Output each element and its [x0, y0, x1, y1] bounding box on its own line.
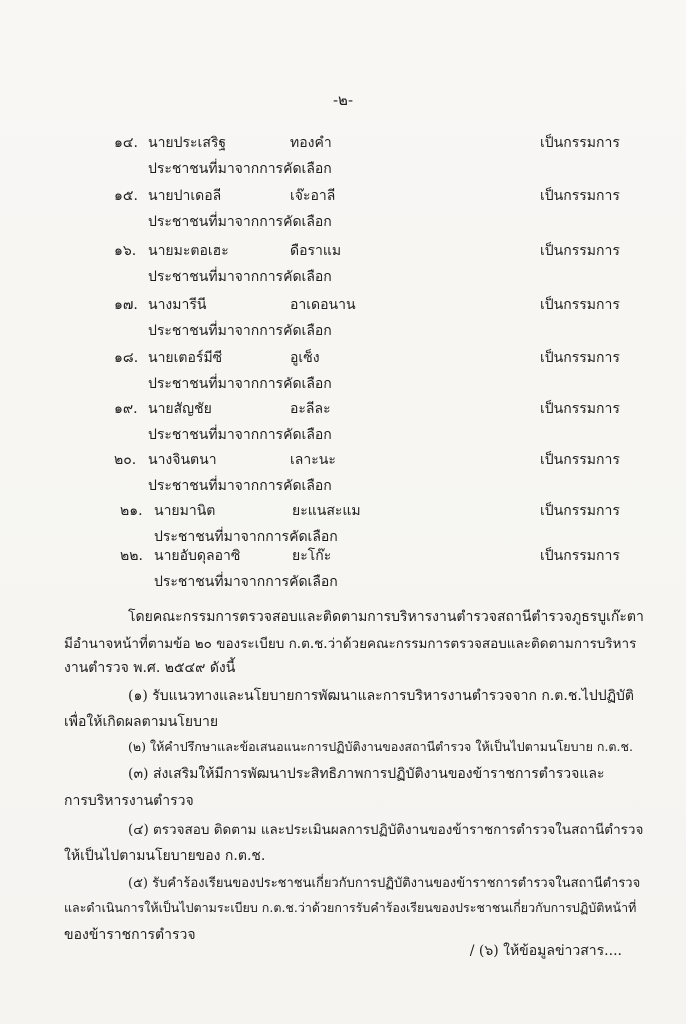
duty-4: (๔) ตรวจสอบ ติดตาม และประเมินผลการปฏิบัติงานของข้าราชการตำรวจในสถานีตำรวจ [128, 822, 644, 838]
member-number: ๑๔. [114, 135, 138, 151]
duty-3-cont: การบริหารงานตำรวจ [64, 793, 194, 809]
member-last-name: ยะโก๊ะ [292, 548, 332, 564]
page-number: -๒- [332, 91, 354, 109]
duty-1: (๑) รับแนวทางและนโยบายการพัฒนาและการบริหารงานตำรวจจาก ก.ต.ช.ไปปฏิบัติ [128, 688, 634, 704]
member-number: ๑๕. [114, 188, 138, 204]
member-entry [0, 240, 686, 292]
duty-5-cont: ของข้าราชการตำรวจ [64, 927, 196, 943]
member-number: ๒๑. [120, 503, 143, 519]
member-source: ประชาชนที่มาจากการคัดเลือก [148, 427, 332, 443]
intro-line: โดยคณะกรรมการตรวจสอบและติดตามการบริหารงานตำรวจสถานีตำรวจภูธรบูเก๊ะตา [128, 609, 644, 625]
member-role: เป็นกรรมการ [540, 503, 620, 519]
member-role: เป็นกรรมการ [540, 350, 620, 366]
member-number: ๑๖. [114, 243, 137, 259]
member-last-name: อูเซ็ง [290, 350, 320, 366]
duty-4-cont: ให้เป็นไปตามนโยบายของ ก.ต.ช. [64, 848, 266, 864]
intro-line: มีอำนาจหน้าที่ตามข้อ ๒๐ ของระเบียบ ก.ต.ช.ว่าด้วยคณะกรรมการตรวจสอบและติดตามการบริหาร [64, 636, 637, 652]
member-entry [0, 449, 686, 501]
duty-5-cont: และดำเนินการให้เป็นไปตามระเบียบ ก.ต.ช.ว่าด้วยการรับคำร้องเรียนของประชาชนเกี่ยวกับการปฏิบัติหน้าที่ [64, 900, 637, 915]
member-entry [0, 347, 686, 399]
duty-5: (๕) รับคำร้องเรียนของประชาชนเกี่ยวกับการปฏิบัติงานของข้าราชการตำรวจในสถานีตำรวจ [128, 876, 641, 891]
member-first-name: นายปาเดอลี [148, 188, 222, 204]
member-first-name: นายมานิต [154, 503, 216, 519]
member-first-name: นางจินตนา [148, 452, 217, 468]
member-role: เป็นกรรมการ [540, 548, 620, 564]
member-last-name: เจ๊ะอาลี [290, 188, 336, 204]
member-last-name: อาเดอนาน [290, 297, 356, 313]
member-source: ประชาชนที่มาจากการคัดเลือก [148, 214, 332, 230]
member-source: ประชาชนที่มาจากการคัดเลือก [148, 269, 332, 285]
member-first-name: นายเตอร์มีซี [148, 350, 223, 366]
member-number: ๑๗. [114, 297, 138, 313]
member-role: เป็นกรรมการ [540, 188, 620, 204]
member-source: ประชาชนที่มาจากการคัดเลือก [148, 478, 332, 494]
member-entry [0, 545, 686, 597]
member-first-name: นายมะตอเฮะ [148, 243, 229, 259]
member-last-name: อะลีละ [290, 401, 331, 417]
member-number: ๒๒. [120, 548, 143, 564]
member-role: เป็นกรรมการ [540, 297, 620, 313]
member-role: เป็นกรรมการ [540, 401, 620, 417]
member-last-name: ทองคำ [290, 135, 332, 151]
duty-1-cont: เพื่อให้เกิดผลตามนโยบาย [64, 714, 219, 730]
member-first-name: นางมารีนี [148, 297, 207, 313]
member-source: ประชาชนที่มาจากการคัดเลือก [154, 574, 338, 590]
member-first-name: นายสัญชัย [148, 401, 212, 417]
member-source: ประชาชนที่มาจากการคัดเลือก [148, 323, 332, 339]
member-role: เป็นกรรมการ [540, 452, 620, 468]
member-entry [0, 185, 686, 237]
member-first-name: นายประเสริฐ [148, 135, 227, 151]
member-last-name: ดือราแม [290, 243, 342, 259]
member-last-name: เลาะนะ [290, 452, 336, 468]
duty-3: (๓) ส่งเสริมให้มีการพัฒนาประสิทธิภาพการปฏิบัติงานของข้าราชการตำรวจและ [128, 766, 605, 782]
member-role: เป็นกรรมการ [540, 135, 620, 151]
member-first-name: นายอับดุลอาซิ [154, 548, 241, 564]
duty-2: (๒) ให้คำปรึกษาและข้อเสนอแนะการปฏิบัติงานของสถานีตำรวจ ให้เป็นไปตามนโยบาย ก.ต.ช. [128, 739, 633, 754]
member-source: ประชาชนที่มาจากการคัดเลือก [154, 529, 338, 545]
member-last-name: ยะแนสะแม [292, 503, 361, 519]
member-source: ประชาชนที่มาจากการคัดเลือก [148, 376, 332, 392]
member-entry [0, 132, 686, 184]
member-entry [0, 398, 686, 450]
intro-line: งานตำรวจ พ.ศ. ๒๕๔๙ ดังนี้ [64, 660, 236, 676]
member-role: เป็นกรรมการ [540, 243, 620, 259]
member-number: ๑๙. [114, 401, 138, 417]
member-number: ๒๐. [114, 452, 137, 468]
member-source: ประชาชนที่มาจากการคัดเลือก [148, 161, 332, 177]
continuation-note: / (๖) ให้ข้อมูลข่าวสาร.... [469, 943, 622, 959]
member-entry [0, 294, 686, 346]
member-number: ๑๘. [114, 350, 139, 366]
